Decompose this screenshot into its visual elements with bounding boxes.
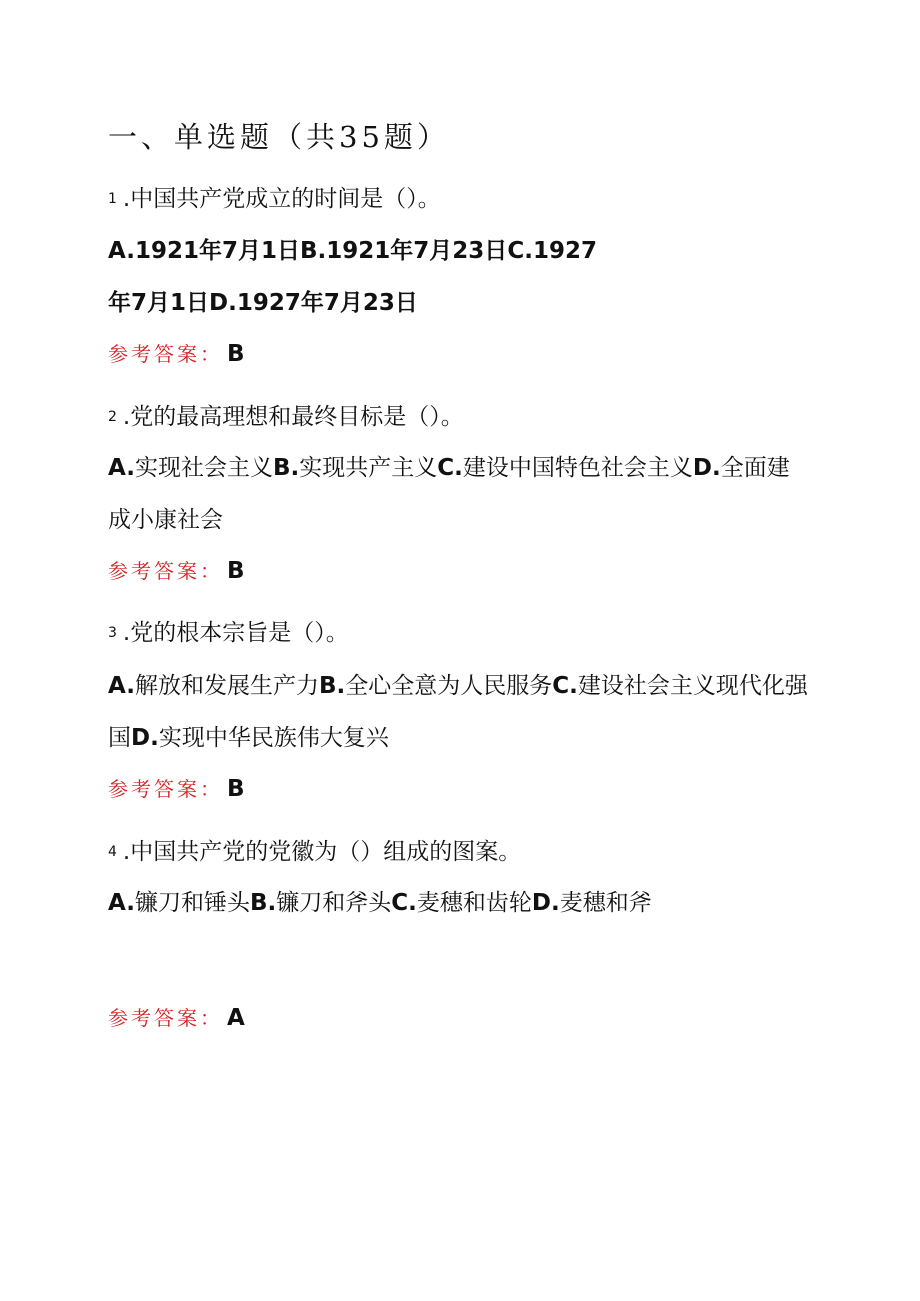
option-d: D.麦穗和斧 <box>531 890 652 916</box>
answer-value: B <box>227 341 245 367</box>
answer-4 <box>108 1002 245 1031</box>
answer-value: A <box>227 1005 245 1031</box>
question-text: .党的最高理想和最终目标是（）。 <box>122 404 464 430</box>
option-a: A.镰刀和锤头 <box>108 890 250 916</box>
option-a: A.1921年7月1日 <box>108 238 300 264</box>
question-4-options <box>108 877 808 929</box>
option-d: D.1927年7月23日 <box>209 290 418 316</box>
question-2-options <box>108 442 808 546</box>
option-d: D.实现中华民族伟大复兴 <box>131 725 389 751</box>
answer-value: B <box>227 776 245 802</box>
answer-3 <box>108 773 245 802</box>
answer-1 <box>108 338 245 367</box>
option-c: C.建设社会主义现代化强国 <box>108 673 808 751</box>
answer-label: 参考答案： <box>108 777 223 801</box>
option-c: C.1927年7月1日 <box>108 238 597 316</box>
answer-label: 参考答案： <box>108 1006 223 1030</box>
answer-label: 参考答案： <box>108 559 223 583</box>
option-a: A.解放和发展生产力 <box>108 673 319 699</box>
option-b: B.1921年7月23日 <box>300 238 508 264</box>
option-d: D.全面建成小康社会 <box>108 455 790 533</box>
option-c: C.建设中国特色社会主义 <box>437 455 693 481</box>
question-1 <box>108 180 441 213</box>
question-number: 2 <box>108 409 117 425</box>
question-1-options <box>108 225 608 329</box>
question-3-options <box>108 660 808 764</box>
answer-2 <box>108 555 245 584</box>
question-number: 1 <box>108 191 117 207</box>
answer-value: B <box>227 558 245 584</box>
question-4 <box>108 833 521 866</box>
question-text: .党的根本宗旨是（）。 <box>122 620 349 646</box>
option-b: B.全心全意为人民服务 <box>318 673 553 699</box>
option-a: A.实现社会主义 <box>108 455 273 481</box>
option-b: B.实现共产主义 <box>272 455 438 481</box>
question-number: 3 <box>108 625 117 641</box>
question-3 <box>108 614 349 647</box>
option-b: B.镰刀和斧头 <box>249 890 392 916</box>
answer-label: 参考答案： <box>108 342 223 366</box>
option-c: C.麦穗和齿轮 <box>391 890 532 916</box>
question-number: 4 <box>108 844 117 860</box>
question-text: .中国共产党成立的时间是（）。 <box>122 186 441 212</box>
section-title: 一、单选题（共35题） <box>108 120 450 154</box>
question-2 <box>108 398 464 431</box>
question-text: .中国共产党的党徽为（）组成的图案。 <box>122 839 522 865</box>
